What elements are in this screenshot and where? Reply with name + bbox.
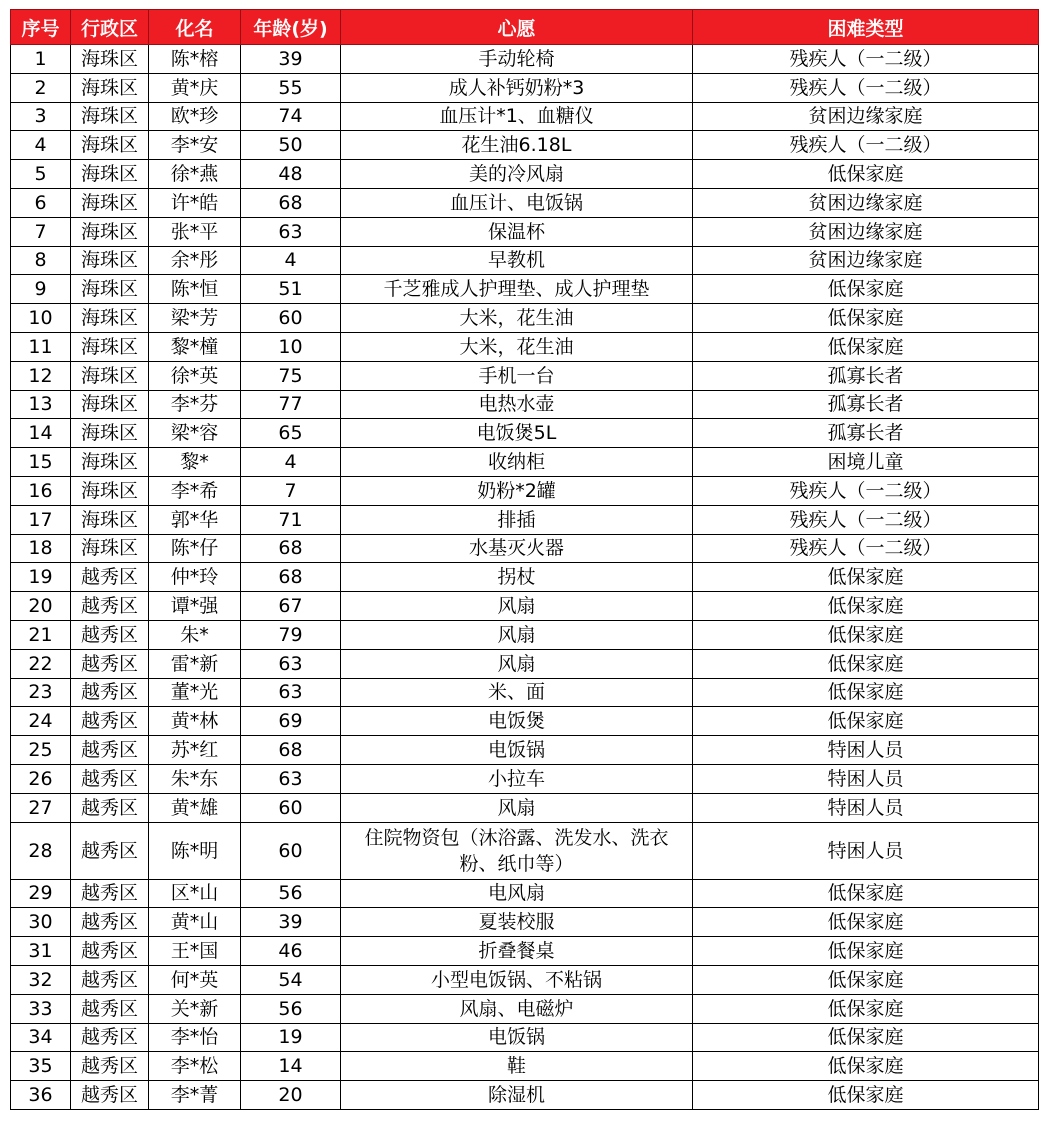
cell-hardship-type: 特困人员	[693, 736, 1039, 765]
cell-index: 25	[11, 736, 71, 765]
cell-wish: 花生油6.18L	[341, 131, 693, 160]
cell-hardship-type: 残疾人（一二级）	[693, 73, 1039, 102]
cell-index: 18	[11, 534, 71, 563]
cell-hardship-type: 低保家庭	[693, 1052, 1039, 1081]
cell-wish: 保温杯	[341, 217, 693, 246]
cell-age: 54	[241, 965, 341, 994]
cell-wish: 电饭煲5L	[341, 419, 693, 448]
cell-age: 60	[241, 793, 341, 822]
cell-wish: 小拉车	[341, 764, 693, 793]
cell-wish: 除湿机	[341, 1081, 693, 1110]
cell-alias: 张*平	[149, 217, 241, 246]
header-district: 行政区	[71, 10, 149, 45]
cell-wish: 电热水壶	[341, 390, 693, 419]
cell-age: 79	[241, 620, 341, 649]
cell-index: 11	[11, 332, 71, 361]
cell-district: 越秀区	[71, 1081, 149, 1110]
cell-wish: 大米，花生油	[341, 304, 693, 333]
cell-wish: 收纳柜	[341, 448, 693, 477]
cell-wish: 风扇、电磁炉	[341, 994, 693, 1023]
cell-wish: 美的冷风扇	[341, 160, 693, 189]
cell-district: 海珠区	[71, 131, 149, 160]
cell-age: 71	[241, 505, 341, 534]
cell-hardship-type: 孤寡长者	[693, 419, 1039, 448]
cell-alias: 董*光	[149, 678, 241, 707]
header-age: 年龄(岁)	[241, 10, 341, 45]
cell-age: 4	[241, 246, 341, 275]
table-row	[11, 649, 1039, 678]
cell-age: 56	[241, 994, 341, 1023]
table-row	[11, 131, 1039, 160]
cell-age: 4	[241, 448, 341, 477]
cell-alias: 余*彤	[149, 246, 241, 275]
cell-hardship-type: 低保家庭	[693, 620, 1039, 649]
cell-wish: 奶粉*2罐	[341, 476, 693, 505]
cell-hardship-type: 残疾人（一二级）	[693, 505, 1039, 534]
cell-district: 海珠区	[71, 73, 149, 102]
cell-alias: 黄*林	[149, 707, 241, 736]
cell-district: 海珠区	[71, 419, 149, 448]
cell-index: 10	[11, 304, 71, 333]
cell-district: 越秀区	[71, 937, 149, 966]
table-row	[11, 188, 1039, 217]
cell-index: 28	[11, 822, 71, 879]
cell-wish: 手动轮椅	[341, 45, 693, 74]
cell-alias: 雷*新	[149, 649, 241, 678]
cell-hardship-type: 低保家庭	[693, 304, 1039, 333]
cell-index: 17	[11, 505, 71, 534]
cell-alias: 王*国	[149, 937, 241, 966]
cell-hardship-type: 低保家庭	[693, 275, 1039, 304]
cell-hardship-type: 特困人员	[693, 793, 1039, 822]
table-row	[11, 879, 1039, 908]
cell-index: 21	[11, 620, 71, 649]
cell-district: 海珠区	[71, 246, 149, 275]
cell-alias: 李*菁	[149, 1081, 241, 1110]
cell-index: 20	[11, 592, 71, 621]
table-row	[11, 1052, 1039, 1081]
cell-wish: 小型电饭锅、不粘锅	[341, 965, 693, 994]
cell-district: 海珠区	[71, 476, 149, 505]
table-header-row	[11, 10, 1039, 45]
cell-alias: 徐*燕	[149, 160, 241, 189]
table-row	[11, 246, 1039, 275]
table-row	[11, 994, 1039, 1023]
cell-alias: 朱*东	[149, 764, 241, 793]
cell-age: 63	[241, 764, 341, 793]
cell-index: 29	[11, 879, 71, 908]
table-row	[11, 1023, 1039, 1052]
cell-alias: 李*芬	[149, 390, 241, 419]
cell-district: 海珠区	[71, 448, 149, 477]
cell-age: 68	[241, 736, 341, 765]
cell-index: 24	[11, 707, 71, 736]
table-row	[11, 102, 1039, 131]
cell-age: 39	[241, 45, 341, 74]
cell-hardship-type: 贫困边缘家庭	[693, 102, 1039, 131]
cell-index: 9	[11, 275, 71, 304]
table-row	[11, 304, 1039, 333]
cell-index: 36	[11, 1081, 71, 1110]
wish-list-table	[10, 9, 1039, 1110]
cell-age: 14	[241, 1052, 341, 1081]
cell-district: 海珠区	[71, 188, 149, 217]
cell-hardship-type: 低保家庭	[693, 707, 1039, 736]
table-row	[11, 361, 1039, 390]
cell-index: 4	[11, 131, 71, 160]
cell-alias: 梁*芳	[149, 304, 241, 333]
cell-alias: 仲*玲	[149, 563, 241, 592]
cell-index: 19	[11, 563, 71, 592]
cell-hardship-type: 残疾人（一二级）	[693, 45, 1039, 74]
cell-index: 26	[11, 764, 71, 793]
cell-district: 越秀区	[71, 1052, 149, 1081]
cell-district: 越秀区	[71, 620, 149, 649]
cell-district: 海珠区	[71, 534, 149, 563]
cell-wish: 折叠餐桌	[341, 937, 693, 966]
table-row	[11, 73, 1039, 102]
table-row	[11, 908, 1039, 937]
cell-wish: 血压计、电饭锅	[341, 188, 693, 217]
cell-alias: 陈*仔	[149, 534, 241, 563]
cell-index: 15	[11, 448, 71, 477]
cell-wish: 血压计*1、血糖仪	[341, 102, 693, 131]
cell-alias: 何*英	[149, 965, 241, 994]
cell-district: 越秀区	[71, 736, 149, 765]
cell-alias: 梁*容	[149, 419, 241, 448]
cell-district: 越秀区	[71, 764, 149, 793]
cell-wish: 拐杖	[341, 563, 693, 592]
table-body	[11, 45, 1039, 1110]
cell-age: 60	[241, 822, 341, 879]
cell-alias: 李*安	[149, 131, 241, 160]
cell-alias: 李*怡	[149, 1023, 241, 1052]
cell-alias: 徐*英	[149, 361, 241, 390]
table-row	[11, 476, 1039, 505]
cell-wish: 风扇	[341, 620, 693, 649]
cell-age: 55	[241, 73, 341, 102]
cell-district: 越秀区	[71, 592, 149, 621]
cell-alias: 许*皓	[149, 188, 241, 217]
cell-index: 1	[11, 45, 71, 74]
cell-age: 63	[241, 217, 341, 246]
table-row	[11, 275, 1039, 304]
cell-district: 越秀区	[71, 908, 149, 937]
cell-alias: 黄*雄	[149, 793, 241, 822]
header-alias: 化名	[149, 10, 241, 45]
cell-age: 75	[241, 361, 341, 390]
cell-district: 海珠区	[71, 304, 149, 333]
cell-age: 68	[241, 534, 341, 563]
table-row	[11, 534, 1039, 563]
cell-index: 27	[11, 793, 71, 822]
cell-age: 68	[241, 563, 341, 592]
cell-hardship-type: 困境儿童	[693, 448, 1039, 477]
cell-age: 19	[241, 1023, 341, 1052]
cell-index: 12	[11, 361, 71, 390]
cell-alias: 陈*恒	[149, 275, 241, 304]
cell-age: 20	[241, 1081, 341, 1110]
cell-age: 63	[241, 649, 341, 678]
cell-alias: 区*山	[149, 879, 241, 908]
cell-wish: 手机一台	[341, 361, 693, 390]
table-row	[11, 678, 1039, 707]
cell-wish: 早教机	[341, 246, 693, 275]
cell-alias: 陈*明	[149, 822, 241, 879]
cell-age: 60	[241, 304, 341, 333]
cell-hardship-type: 贫困边缘家庭	[693, 217, 1039, 246]
cell-alias: 陈*榕	[149, 45, 241, 74]
cell-alias: 黄*庆	[149, 73, 241, 102]
table-row	[11, 620, 1039, 649]
table-row	[11, 793, 1039, 822]
table-row	[11, 419, 1039, 448]
cell-alias: 欧*珍	[149, 102, 241, 131]
cell-hardship-type: 低保家庭	[693, 1023, 1039, 1052]
cell-hardship-type: 低保家庭	[693, 965, 1039, 994]
table-row	[11, 390, 1039, 419]
cell-district: 越秀区	[71, 822, 149, 879]
cell-district: 海珠区	[71, 217, 149, 246]
cell-wish: 成人补钙奶粉*3	[341, 73, 693, 102]
cell-district: 越秀区	[71, 793, 149, 822]
table-row	[11, 736, 1039, 765]
cell-index: 30	[11, 908, 71, 937]
wish-list-table-container	[10, 9, 1038, 1110]
cell-district: 海珠区	[71, 361, 149, 390]
cell-index: 14	[11, 419, 71, 448]
cell-wish: 米、面	[341, 678, 693, 707]
cell-hardship-type: 残疾人（一二级）	[693, 131, 1039, 160]
table-row	[11, 217, 1039, 246]
cell-wish: 鞋	[341, 1052, 693, 1081]
cell-hardship-type: 低保家庭	[693, 678, 1039, 707]
cell-age: 7	[241, 476, 341, 505]
table-row	[11, 563, 1039, 592]
table-row	[11, 707, 1039, 736]
cell-alias: 苏*红	[149, 736, 241, 765]
cell-district: 越秀区	[71, 965, 149, 994]
table-row	[11, 937, 1039, 966]
cell-wish: 电饭锅	[341, 1023, 693, 1052]
cell-alias: 朱*	[149, 620, 241, 649]
cell-hardship-type: 孤寡长者	[693, 390, 1039, 419]
cell-wish: 大米，花生油	[341, 332, 693, 361]
cell-hardship-type: 贫困边缘家庭	[693, 188, 1039, 217]
cell-hardship-type: 特困人员	[693, 764, 1039, 793]
cell-hardship-type: 残疾人（一二级）	[693, 476, 1039, 505]
cell-age: 10	[241, 332, 341, 361]
cell-age: 65	[241, 419, 341, 448]
cell-index: 7	[11, 217, 71, 246]
cell-district: 越秀区	[71, 563, 149, 592]
cell-age: 63	[241, 678, 341, 707]
cell-index: 5	[11, 160, 71, 189]
cell-district: 海珠区	[71, 505, 149, 534]
cell-alias: 谭*强	[149, 592, 241, 621]
cell-age: 50	[241, 131, 341, 160]
cell-wish: 风扇	[341, 649, 693, 678]
table-row	[11, 965, 1039, 994]
cell-hardship-type: 低保家庭	[693, 937, 1039, 966]
table-row	[11, 505, 1039, 534]
cell-district: 海珠区	[71, 102, 149, 131]
cell-age: 77	[241, 390, 341, 419]
cell-wish: 夏装校服	[341, 908, 693, 937]
cell-index: 16	[11, 476, 71, 505]
cell-district: 越秀区	[71, 994, 149, 1023]
cell-index: 31	[11, 937, 71, 966]
cell-hardship-type: 低保家庭	[693, 994, 1039, 1023]
header-hardship-type: 困难类型	[693, 10, 1039, 45]
cell-index: 34	[11, 1023, 71, 1052]
cell-alias: 黎*橦	[149, 332, 241, 361]
cell-age: 68	[241, 188, 341, 217]
cell-district: 越秀区	[71, 649, 149, 678]
cell-index: 2	[11, 73, 71, 102]
cell-alias: 黄*山	[149, 908, 241, 937]
cell-alias: 郭*华	[149, 505, 241, 534]
cell-wish: 排插	[341, 505, 693, 534]
table-row	[11, 45, 1039, 74]
cell-wish: 电风扇	[341, 879, 693, 908]
cell-hardship-type: 低保家庭	[693, 332, 1039, 361]
cell-index: 22	[11, 649, 71, 678]
cell-wish: 风扇	[341, 793, 693, 822]
cell-index: 32	[11, 965, 71, 994]
cell-alias: 黎*	[149, 448, 241, 477]
cell-hardship-type: 特困人员	[693, 822, 1039, 879]
cell-wish: 风扇	[341, 592, 693, 621]
cell-hardship-type: 低保家庭	[693, 563, 1039, 592]
table-row	[11, 764, 1039, 793]
table-row	[11, 448, 1039, 477]
cell-district: 海珠区	[71, 275, 149, 304]
cell-index: 6	[11, 188, 71, 217]
cell-wish: 水基灭火器	[341, 534, 693, 563]
cell-district: 海珠区	[71, 332, 149, 361]
cell-district: 海珠区	[71, 390, 149, 419]
cell-index: 23	[11, 678, 71, 707]
table-row	[11, 160, 1039, 189]
cell-hardship-type: 低保家庭	[693, 160, 1039, 189]
cell-hardship-type: 贫困边缘家庭	[693, 246, 1039, 275]
cell-hardship-type: 低保家庭	[693, 592, 1039, 621]
cell-hardship-type: 低保家庭	[693, 649, 1039, 678]
cell-hardship-type: 低保家庭	[693, 908, 1039, 937]
cell-district: 越秀区	[71, 879, 149, 908]
cell-age: 48	[241, 160, 341, 189]
cell-index: 35	[11, 1052, 71, 1081]
cell-index: 33	[11, 994, 71, 1023]
header-index: 序号	[11, 10, 71, 45]
cell-hardship-type: 低保家庭	[693, 879, 1039, 908]
cell-wish: 电饭煲	[341, 707, 693, 736]
cell-district: 海珠区	[71, 45, 149, 74]
header-wish: 心愿	[341, 10, 693, 45]
cell-district: 越秀区	[71, 1023, 149, 1052]
cell-wish: 电饭锅	[341, 736, 693, 765]
cell-alias: 李*希	[149, 476, 241, 505]
cell-alias: 关*新	[149, 994, 241, 1023]
cell-hardship-type: 低保家庭	[693, 1081, 1039, 1110]
cell-age: 56	[241, 879, 341, 908]
cell-district: 海珠区	[71, 160, 149, 189]
cell-age: 74	[241, 102, 341, 131]
cell-age: 67	[241, 592, 341, 621]
cell-index: 13	[11, 390, 71, 419]
cell-wish: 千芝雅成人护理垫、成人护理垫	[341, 275, 693, 304]
table-row	[11, 332, 1039, 361]
cell-index: 8	[11, 246, 71, 275]
cell-age: 69	[241, 707, 341, 736]
cell-hardship-type: 孤寡长者	[693, 361, 1039, 390]
cell-age: 46	[241, 937, 341, 966]
cell-wish: 住院物资包（沐浴露、洗发水、洗衣粉、纸巾等）	[341, 822, 693, 879]
table-row	[11, 822, 1039, 879]
cell-age: 39	[241, 908, 341, 937]
cell-hardship-type: 残疾人（一二级）	[693, 534, 1039, 563]
cell-index: 3	[11, 102, 71, 131]
table-row	[11, 1081, 1039, 1110]
cell-age: 51	[241, 275, 341, 304]
cell-district: 越秀区	[71, 678, 149, 707]
cell-district: 越秀区	[71, 707, 149, 736]
cell-alias: 李*松	[149, 1052, 241, 1081]
table-row	[11, 592, 1039, 621]
